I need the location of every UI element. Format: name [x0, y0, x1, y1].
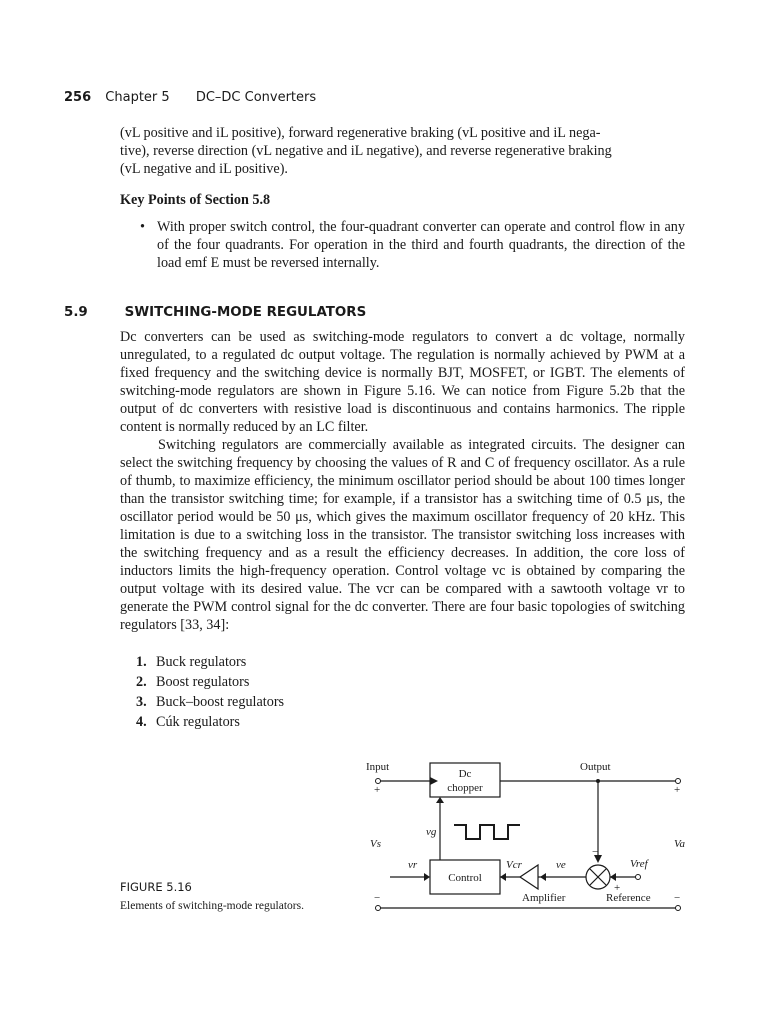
intro-line-3: (vL negative and iL positive). — [120, 161, 288, 177]
section-paragraph-2: Switching regulators are commercially available as integrated circuits. The designer can select the switching frequency by choosing the values of R and C of frequency oscillator. As a rule of thumb, to maximize efficiency, the minimum oscillator period should be about 100 times longer than the transistor switching time; for example, if a transistor has a switching time of 0.5 μs, the oscillator period would be 50 μs, which gives the maximum oscillator frequency of 20 kHz. This limitation is due to a switching loss in the transistor. The transistor switching loss increases with the switching frequency and as a result the efficiency decreases. In addition, the core loss of inductors limits the high-frequency operation. Control voltage vc is obtained by comparing the output voltage with its desired value. The vcr can be compared with a sawtooth voltage vr to generate the PWM control signal for the dc converter. There are four basic topologies of switching regulators [33, 34]: — [120, 437, 685, 633]
reference-label: Reference — [606, 892, 651, 904]
vs-label: Vs — [370, 838, 381, 850]
amplifier-label: Amplifier — [522, 892, 566, 904]
chapter-title: DC–DC Converters — [195, 90, 317, 105]
bullet-dot-icon: • — [140, 219, 145, 235]
section-heading — [64, 305, 366, 320]
section-paragraph-2-wrap — [120, 436, 685, 634]
intro-paragraph — [120, 124, 685, 178]
section-number: 5.9 — [64, 305, 88, 320]
vr-label: vr — [408, 859, 418, 871]
page-header — [64, 90, 316, 105]
chapter-label: Chapter 5 — [105, 90, 170, 105]
input-arrow-icon — [430, 777, 438, 785]
ve-label: ve — [556, 859, 566, 871]
topology-list — [136, 652, 284, 732]
output-terminal — [676, 779, 681, 784]
input-terminal — [376, 779, 381, 784]
page-number: 256 — [64, 90, 92, 105]
intro-line-1: (vL positive and iL positive), forward regenerative braking (vL positive and iL nega- — [120, 125, 601, 141]
figure-label: FIGURE 5.16 — [120, 880, 192, 894]
ground-left-minus: − — [374, 892, 381, 904]
list-item: 2. Boost regulators — [136, 674, 250, 690]
list-item: 4. Cúk regulators — [136, 714, 240, 730]
key-points-heading: Key Points of Section 5.8 — [120, 192, 271, 208]
control-label: Control — [448, 872, 482, 884]
section-paragraph-1: Dc converters can be used as switching-mode regulators to convert a dc voltage, normally unregulated, to a regulated dc output voltage. The regulation is normally achieved by PWM at a fixed frequency and the switching device is normally BJT, MOSFET, or IGBT. The elements of switching-mode regulators are shown in Figure 5.16. We can notice from Figure 5.2b that the output of dc converters with resistive load is discontinuous and contains harmonics. The ripple content is normally reduced by an LC filter. — [120, 329, 685, 435]
gate-arrow-icon — [436, 797, 444, 803]
figure-caption-text: Elements of switching-mode regulators. — [120, 900, 304, 912]
vref-arrow-icon — [610, 873, 616, 881]
intro-line-2: tive), reverse direction (vL negative and iL negative), and reverse regenerative braking — [120, 143, 612, 159]
vcr-label: Vcr — [506, 859, 522, 871]
ve-arrow-icon — [540, 873, 546, 881]
vcr-arrow-icon — [500, 873, 506, 881]
regulator-block-diagram — [360, 755, 700, 925]
list-item: 3. Buck–boost regulators — [136, 694, 285, 710]
ground-right-terminal — [676, 906, 681, 911]
key-points-text: With proper switch control, the four-quadrant converter can operate and control flow in any of the four quadrants. For operation in the third and fourth quadrants, the direction of the load emf E must be reversed internally. — [157, 219, 685, 271]
chopper-line-2: chopper — [447, 782, 483, 794]
summer-plus: + — [614, 882, 621, 894]
summer-minus: − — [592, 846, 599, 858]
vg-label: vg — [426, 826, 437, 838]
va-label: Va — [674, 838, 685, 850]
output-label: Output — [580, 761, 611, 773]
ground-left-terminal — [376, 906, 381, 911]
input-label: Input — [366, 761, 390, 773]
vref-label: Vref — [630, 858, 648, 870]
section-title: SWITCHING-MODE REGULATORS — [124, 305, 367, 320]
figure-caption — [120, 880, 360, 912]
vref-terminal — [636, 875, 641, 880]
output-plus: + — [674, 784, 681, 796]
input-plus: + — [374, 784, 381, 796]
list-item: 1. Buck regulators — [136, 654, 247, 670]
vr-arrow-icon — [424, 873, 430, 881]
pwm-waveform — [454, 825, 520, 839]
ground-right-minus: − — [674, 892, 681, 904]
key-points-bullet — [140, 218, 685, 272]
chopper-line-1: Dc — [458, 768, 472, 780]
amplifier-triangle — [520, 865, 538, 889]
